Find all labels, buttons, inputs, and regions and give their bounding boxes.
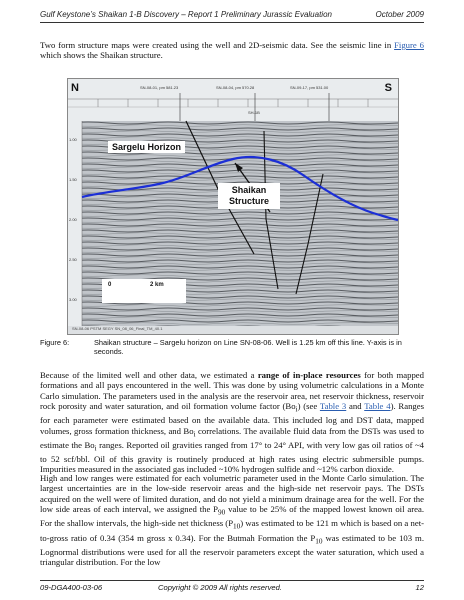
intro-paragraph: [40, 40, 424, 61]
header-title: Gulf Keystone’s Shaikan 1-B Discovery – Report 1 Preliminary Jurassic Evaluation: [40, 10, 332, 19]
p2-c: ) was estimated to be 121 m which is based on a net-to-gross ratio of 0.34 (354 m gross x 0.34). For the Butmah Formation the P: [40, 518, 424, 543]
caption-text: Shaikan structure – Sargelu horizon on Line SN-08-06. Well is 1.25 km off this line. Y-axis is in seconds.: [94, 338, 402, 356]
seismic-top-label-3: SN-09-17, pm 531.00: [290, 85, 329, 90]
p1-g: ranges. Reported oil gravities ranged from 17° to 24° API, with very low gas oil ratios of ~4 to 52 scf/bbl. Oil of this gravity is routinely produced at high rates using electric submersible pumps. Impurities measured in the associated gas included ~10% hydrogen sulfide and ~12% carbon dioxide.: [40, 439, 424, 475]
page-header: [40, 8, 424, 22]
scale-end: 2 km: [150, 282, 164, 288]
shaikan-structure-label: [218, 183, 280, 209]
time-label-4: 2.50: [69, 257, 77, 262]
p1-f: correlations. The available fluid data from the DSTs was used to estimate the Bo: [40, 425, 424, 450]
p2-s2: 10: [233, 523, 241, 532]
seismic-top-label-1: SN-08-01, pm 581.23: [140, 85, 179, 90]
well-label: SH-1B: [248, 110, 260, 115]
table-4-link[interactable]: Table 4: [364, 401, 391, 412]
caption-label: Figure 6:: [40, 338, 70, 347]
seismic-top-label-2: SN-08-04, pm 570.28: [216, 85, 255, 90]
north-label: N: [71, 82, 79, 94]
time-label-3: 2.00: [69, 217, 77, 222]
footer-copyright: Copyright © 2009 All rights reserved.: [158, 583, 282, 592]
shaikan-structure-line-1: Shaikan: [231, 185, 267, 195]
header-rule: [40, 22, 424, 23]
scale-box: [102, 279, 186, 303]
figure-6-link[interactable]: Figure 6: [394, 40, 424, 50]
p1-sub3: i: [94, 444, 97, 453]
header-date: October 2009: [375, 10, 424, 19]
time-label-5: 3.00: [69, 297, 77, 302]
p2-s3: 10: [315, 537, 323, 546]
p1-sub1: i: [295, 405, 298, 414]
paragraph-2: [40, 473, 424, 567]
south-label: S: [384, 82, 392, 94]
intro-text-1: Two form structure maps were created using the well and 2D-seismic data. See the seismic line in: [40, 40, 395, 50]
seismic-figure: [67, 78, 399, 335]
footer-rule: [40, 580, 424, 581]
paragraph-1: [40, 370, 424, 475]
p2-b: value to be 25% of the mapped lowest known oil area. For the shallow intervals, the high-side net thickness (P: [40, 504, 424, 529]
p2-s1: 90: [218, 508, 226, 517]
time-label-2: 1.50: [69, 177, 77, 182]
p1-e: ). Ranges for each parameter were estimated based on the available data. This included log and DST data, mapped volumes, gross formation thickness, and Bo: [40, 401, 425, 436]
p2-a: High and low ranges were estimated for each volumetric parameter used in the Monte Carlo simulation. The largest uncertainties are in the low-side reservoir areas and the high-side net reservoir pays. The DSTs acquired on the well were of limited duration, and do not yield a minimum drainage area for the well. For the low side areas of each interval, we assigned the P: [40, 473, 424, 515]
scale-start: 0: [108, 282, 112, 288]
p1-a: Because of the limited well and other data, we estimated a: [40, 370, 258, 380]
sargelu-horizon-label: Sargelu Horizon: [108, 141, 185, 153]
p1-b: for both mapped formations and all pays encountered in the well. This was done by using volumetric calculations in a Monte Carlo simulation. The parameters used in the analysis are the reservoir area, net reservoir thickness, reservoir rock porosity and water saturation, and oil formation volume factor (Bo: [40, 370, 424, 412]
p1-bold: range of in-place resources: [257, 370, 361, 380]
p2-d: was estimated to be 103 m. Lognormal distributions were used for all the reservoir parameters except the water saturation, which used a triangular distribution. For the low: [40, 532, 424, 568]
p1-sub2: i: [193, 430, 196, 439]
table-3-link[interactable]: Table 3: [319, 401, 347, 412]
footer-page-number: 12: [415, 583, 424, 592]
p1-c: ) (see: [297, 401, 320, 412]
time-label-1: 1.00: [69, 137, 77, 142]
p1-d: and: [346, 401, 365, 412]
seismic-footer-text: SN-08-06 PSTM SEGY SN_08_06_Final_TM_40.1: [72, 326, 163, 331]
shaikan-structure-line-2: Structure: [228, 196, 269, 206]
intro-text-2: which shows the Shaikan structure.: [40, 50, 163, 61]
footer-doc-id: 09-DGA400-03-06: [40, 583, 103, 592]
